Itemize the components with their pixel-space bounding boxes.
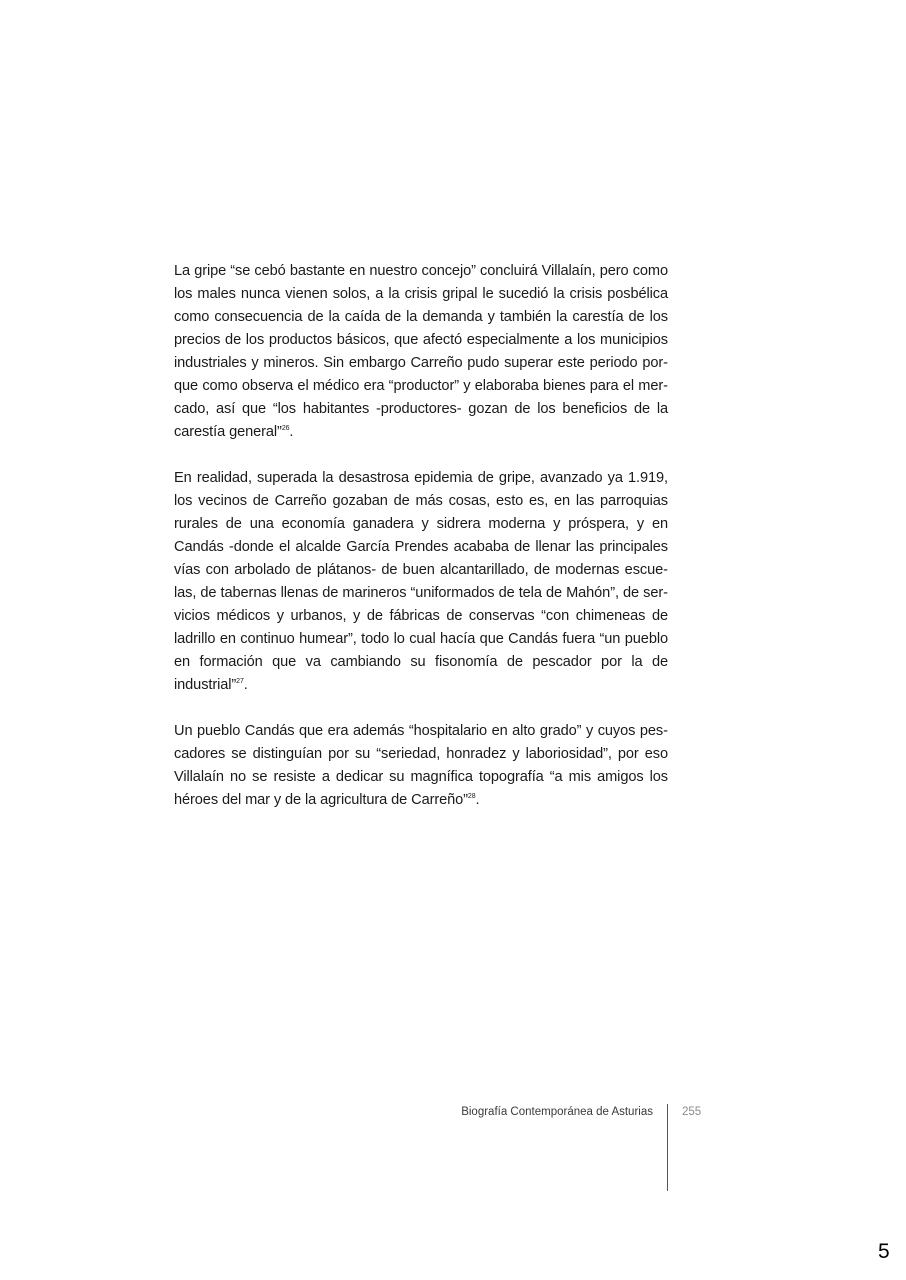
paragraph-2-text: En realidad, superada la desastrosa epidemia de gripe, avanzado ya 1.919, los vecinos de Carreño gozaban de más cosas, esto es, en las parroquias rurales de una economía ganadera y sidrera moderna y próspera, y en Candás -donde el alcalde García Prendes acababa de llenar las principales vías con arbolado de plátanos- de buen alcantarillado, de modernas escuelas, de tabernas llenas de marineros “uniformados de tela de Mahón”, de servicios médicos y urbanos, y de fábricas de conservas “con chimeneas de ladrillo en continuo humear”, todo lo cual hacía que Candás fuera “un pueblo en formación que va cambiando su fisonomía de pescador por la de industrial” <box>174 470 668 693</box>
paragraph-3 <box>174 720 668 812</box>
footnote-ref-27[interactable]: 27 <box>236 678 244 685</box>
footnote-ref-26[interactable]: 26 <box>281 425 290 432</box>
paragraph-3-text: Un pueblo Candás que era además “hospitalario en alto grado” y cuyos pescadores se distinguían por su “seriedad, honradez y laboriosidad”, por eso Villalaín no se resiste a dedicar su magnífica topografía “a mis amigos los héroes del mar y de la agricultura de Carreño” <box>174 723 668 808</box>
paragraph-2 <box>174 467 668 697</box>
paragraph-1 <box>174 260 668 444</box>
paragraph-3-tail: . <box>475 792 480 808</box>
body-text <box>174 260 668 835</box>
running-footer-title: Biografía Contemporánea de Asturias <box>461 1106 653 1118</box>
footer-page-number: 255 <box>682 1106 702 1118</box>
document-page-number: 5 <box>878 1240 890 1263</box>
paragraph-1-text: La gripe “se cebó bastante en nuestro concejo” concluirá Villalaín, pero como los males nunca vienen solos, a la crisis gripal le sucedió la crisis posbélica como consecuencia de la caída de la demanda y también la carestía de los precios de los productos básicos, que afectó especialmente a los municipios industriales y mineros. Sin embargo Carreño pudo superar este periodo porque como observa el médico era “productor” y elaboraba bienes para el mercado, así que “los habitantes -productores- gozan de los beneficios de la carestía general” <box>174 263 668 440</box>
paragraph-1-tail: . <box>289 424 294 440</box>
paragraph-2-tail: . <box>243 677 248 693</box>
footer-divider <box>667 1104 668 1191</box>
footnote-ref-28[interactable]: 28 <box>467 793 476 800</box>
